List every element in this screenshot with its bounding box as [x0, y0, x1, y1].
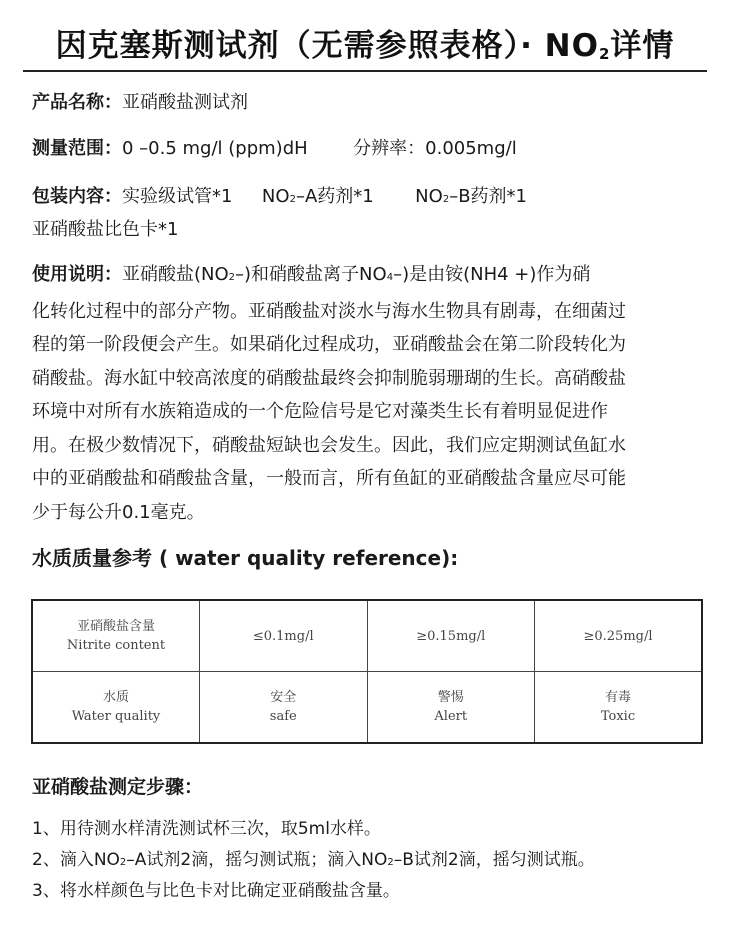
step-1: 1、用待测水样清洗测试杯三次，取5ml水样。: [32, 819, 381, 839]
nitrite-toxic-value: ≥0.25mg/l: [535, 600, 703, 672]
usage-label: 使用说明：: [32, 264, 122, 285]
usage-line-2: 化转化过程中的部分产物。亚硝酸盐对淡水与海水生物具有剧毒，在细菌过: [32, 300, 626, 322]
water-quality-header: 水质 Water quality: [32, 672, 200, 744]
nitrite-content-header: 亚硝酸盐含量 Nitrite content: [32, 600, 200, 672]
package-label: 包装内容：: [32, 186, 122, 207]
table-row: [32, 600, 702, 672]
usage-line-5: 环境中对所有水族箱造成的一个危险信号是它对藻类生长有着明显促进作: [32, 401, 608, 422]
quality-safe: 安全 safe: [200, 672, 368, 744]
page-title: 因克塞斯测试剂（无需参照表格）· $NO_2$详情: [55, 28, 675, 64]
step-3: 3、将水样颜色与比色卡对比确定亚硝酸盐含量。: [32, 881, 400, 901]
usage-line-1: 使用说明：亚硝酸盐(NO2–)和硝酸盐离子NO4–)是由铵(NH4 +)作为硝: [32, 264, 591, 285]
package-item-tube: 实验级试管*1: [122, 186, 233, 207]
nitrite-alert-value: ≥0.15mg/l: [367, 600, 535, 672]
package-line: [32, 182, 527, 208]
usage-paragraph: [32, 258, 704, 529]
steps-heading: 亚硝酸盐测定步骤：: [32, 776, 204, 798]
nitrite-safe-value: ≤0.1mg/l: [200, 600, 368, 672]
reference-heading: 水质质量参考 ( water quality reference):: [32, 546, 459, 570]
usage-line-7: 中的亚硝酸盐和硝酸盐含量，一般而言，所有鱼缸的亚硝酸盐含量应尽可能: [32, 468, 626, 489]
product-name-label: 产品名称：: [32, 92, 122, 113]
measure-range-value: 0 –0.5 mg/l (ppm)dH: [122, 138, 308, 159]
quality-alert: 警惕 Alert: [367, 672, 535, 744]
measure-range-line: [32, 134, 517, 160]
measure-range-label: 测量范围：: [32, 138, 122, 159]
product-name-value: 亚硝酸盐测试剂: [122, 92, 248, 113]
title-divider: [23, 70, 707, 72]
usage-line-8: 少于每公升0.1毫克。: [32, 501, 205, 523]
usage-line-3: 程的第一阶段便会产生。如果硝化过程成功，亚硝酸盐会在第二阶段转化为: [32, 334, 626, 355]
usage-line-6: 用。在极少数情况下，硝酸盐短缺也会发生。因此，我们应定期测试鱼缸水: [32, 434, 626, 456]
package-item-color-card: 亚硝酸盐比色卡*1: [32, 219, 179, 240]
water-quality-table: [31, 599, 703, 744]
package-item-reagent-a: NO2–A药剂*1: [261, 186, 374, 207]
quality-toxic: 有毒 Toxic: [535, 672, 703, 744]
package-item-reagent-b: NO2–B药剂*1: [415, 186, 527, 207]
product-name-line: [32, 88, 248, 114]
resolution-label: 分辨率：: [353, 138, 426, 159]
title-subscript: 2: [598, 45, 611, 63]
step-2: 2、滴入NO2–A试剂2滴，摇匀测试瓶；滴入NO2–B试剂2滴，摇匀测试瓶。: [32, 850, 595, 870]
table-row: [32, 672, 702, 744]
resolution-value: 0.005mg/l: [425, 138, 517, 159]
usage-line-4: 硝酸盐。海水缸中较高浓度的硝酸盐最终会抑制脆弱珊瑚的生长。高硝酸盐: [32, 367, 626, 389]
